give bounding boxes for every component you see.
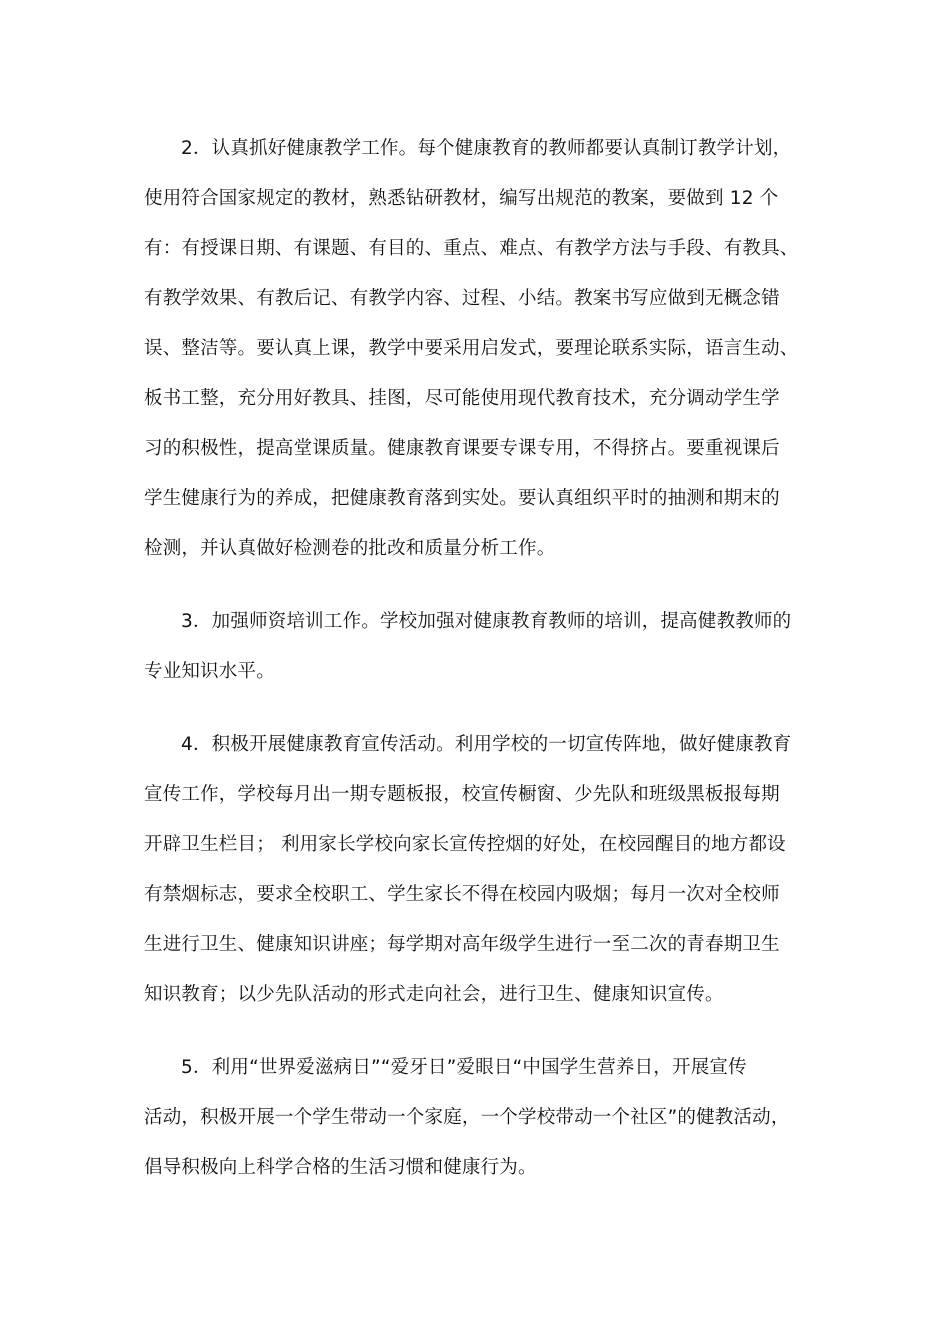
paragraph-line: 4．积极开展健康教育宣传活动。利用学校的一切宣传阵地，做好健康教育 bbox=[181, 734, 792, 755]
paragraph-line: 有：有授课日期、有课题、有目的、重点、难点、有教学方法与手段、有教具、 bbox=[144, 238, 799, 259]
paragraph-line: 有禁烟标志，要求全校职工、学生家长不得在校园内吸烟；每月一次对全校师 bbox=[144, 884, 780, 905]
paragraph-line: 2．认真抓好健康教学工作。每个健康教育的教师都要认真制订教学计划， bbox=[181, 138, 792, 159]
paragraph-line: 习的积极性，提高堂课质量。健康教育课要专课专用，不得挤占。要重视课后 bbox=[144, 438, 780, 459]
paragraph-line: 专业知识水平。 bbox=[144, 661, 275, 682]
paragraph-line: 5．利用“世界爱滋病日”“爱牙日”爱眼日“中国学生营养日，开展宣传 bbox=[181, 1057, 747, 1078]
paragraph-line: 学生健康行为的养成，把健康教育落到实处。要认真组织平时的抽测和期末的 bbox=[144, 488, 780, 509]
paragraph-spacer bbox=[144, 697, 824, 720]
paragraph-line: 使用符合国家规定的教材，熟悉钻研教材，编写出规范的教案，要做到 12 个 bbox=[144, 188, 779, 209]
paragraph-line: 检测，并认真做好检测卷的批改和质量分析工作。 bbox=[144, 538, 556, 559]
paragraph-line: 误、整洁等。要认真上课，教学中要采用启发式，要理论联系实际，语言生动、 bbox=[144, 338, 799, 359]
paragraph-line: 3．加强师资培训工作。学校加强对健康教育教师的培训，提高健教教师的 bbox=[181, 611, 792, 632]
paragraph-line: 活动，积极开展一个学生带动一个家庭，一个学校带动一个社区”的健教活动， bbox=[144, 1107, 790, 1128]
document-body bbox=[144, 124, 824, 1193]
paragraph-line: 生进行卫生、健康知识讲座；每学期对高年级学生进行一至二次的青春期卫生 bbox=[144, 934, 780, 955]
paragraph-5 bbox=[144, 1043, 824, 1193]
paragraph-4 bbox=[144, 720, 824, 1020]
paragraph-3 bbox=[144, 597, 824, 697]
paragraph-2 bbox=[144, 124, 824, 574]
paragraph-line: 知识教育；以少先队活动的形式走向社会，进行卫生、健康知识宣传。 bbox=[144, 984, 724, 1005]
paragraph-line: 倡导积极向上科学合格的生活习惯和健康行为。 bbox=[144, 1157, 537, 1178]
paragraph-spacer bbox=[144, 1020, 824, 1043]
paragraph-line: 开辟卫生栏目； 利用家长学校向家长宣传控烟的好处，在校园醒目的地方都设 bbox=[144, 834, 786, 855]
paragraph-line: 板书工整，充分用好教具、挂图，尽可能使用现代教育技术，充分调动学生学 bbox=[144, 388, 780, 409]
paragraph-spacer bbox=[144, 574, 824, 597]
paragraph-line: 有教学效果、有教后记、有教学内容、过程、小结。教案书写应做到无概念错 bbox=[144, 288, 780, 309]
paragraph-line: 宣传工作，学校每月出一期专题板报，校宣传橱窗、少先队和班级黑板报每期 bbox=[144, 784, 780, 805]
